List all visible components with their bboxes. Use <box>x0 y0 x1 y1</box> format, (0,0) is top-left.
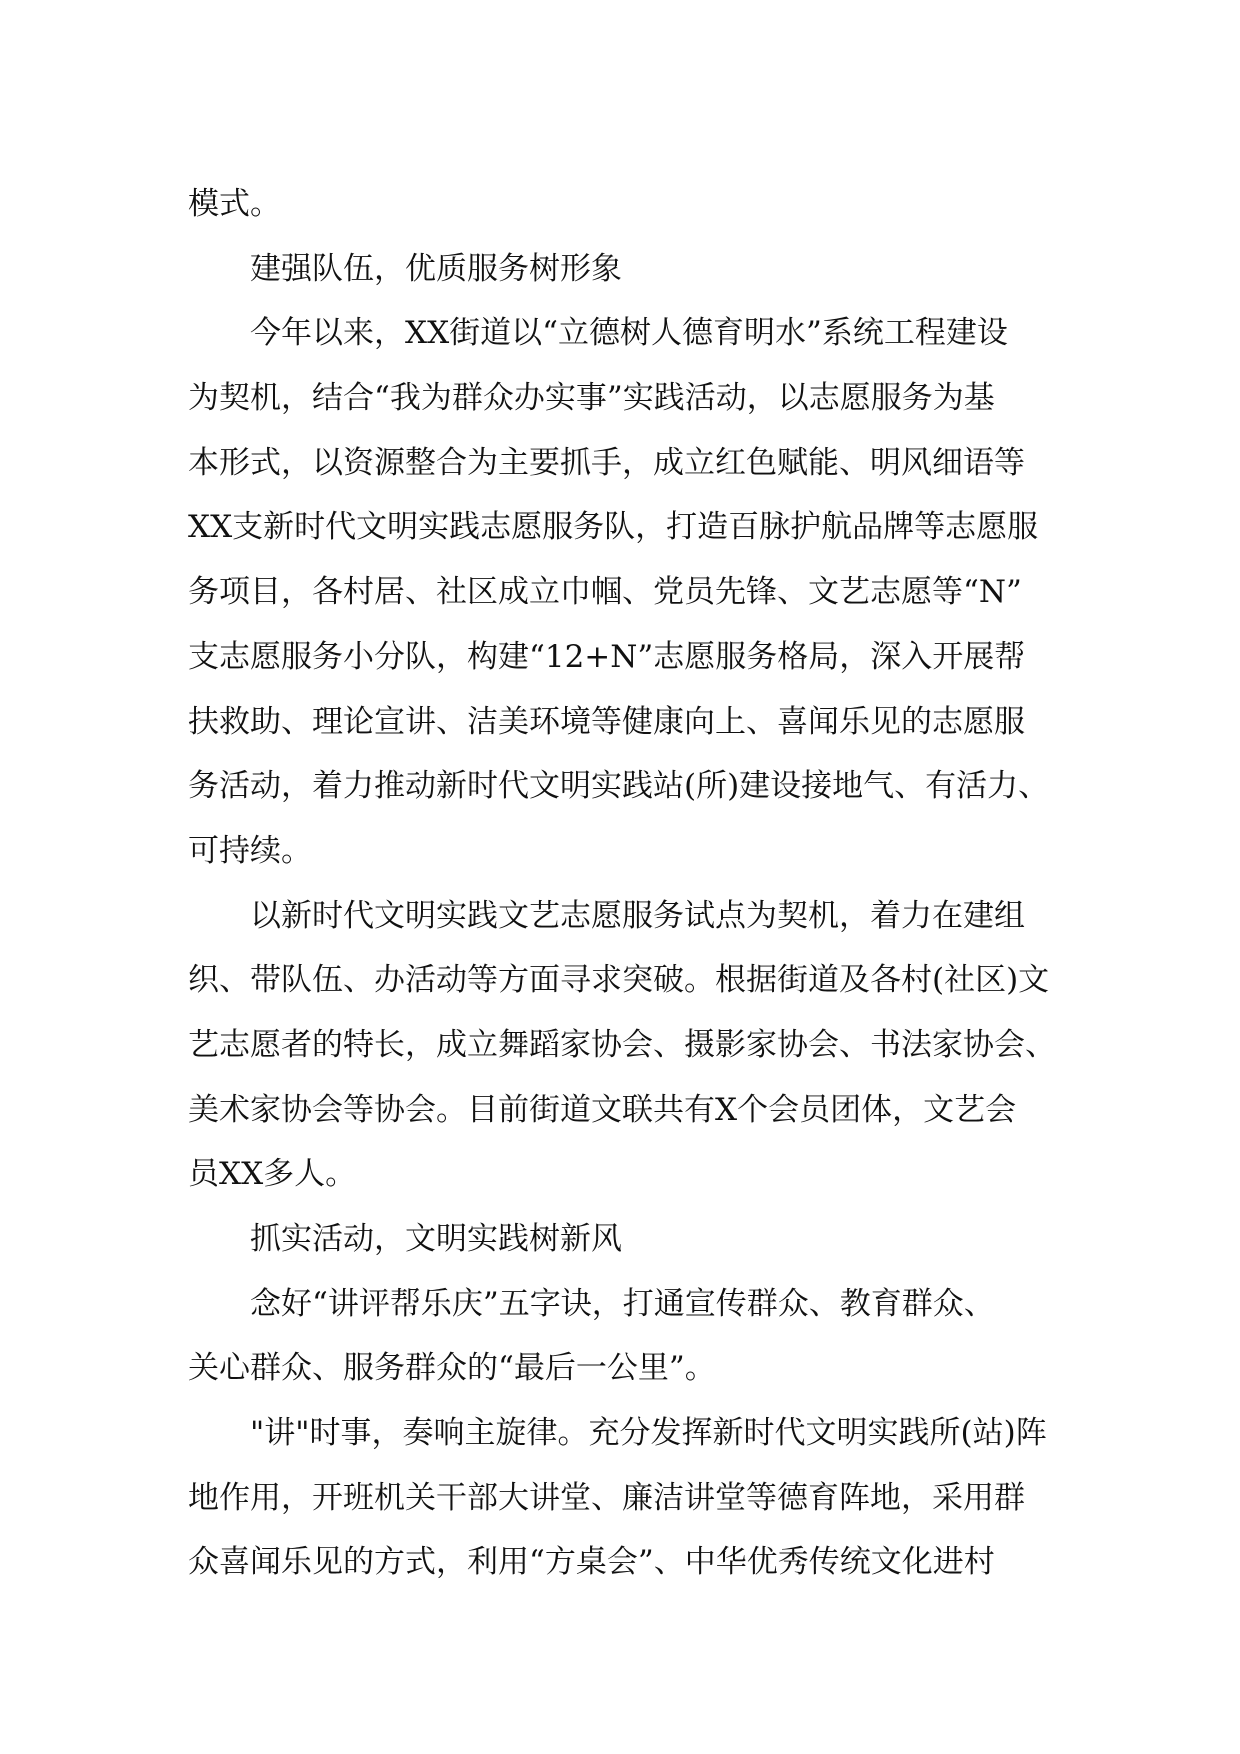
paragraph-line: 扶救助、理论宣讲、洁美环境等健康向上、喜闻乐见的志愿服 <box>188 703 1025 740</box>
paragraph-line: 员XX多人。 <box>188 1156 357 1193</box>
paragraph-first-line: 以新时代文明实践文艺志愿服务试点为契机，着力在建组 <box>250 897 1025 934</box>
paragraph-line: 织、带队伍、办活动等方面寻求突破。根据街道及各村(社区)文 <box>188 962 1050 999</box>
paragraph-first-line: 建强队伍，优质服务树形象 <box>250 250 622 287</box>
paragraph-line: XX支新时代文明实践志愿服务队，打造百脉护航品牌等志愿服 <box>188 509 1039 546</box>
paragraph-line: 本形式，以资源整合为主要抓手，成立红色赋能、明风细语等 <box>188 444 1025 481</box>
paragraph-line: 可持续。 <box>188 832 312 869</box>
paragraph-line: 艺志愿者的特长，成立舞蹈家协会、摄影家协会、书法家协会、 <box>188 1026 1056 1063</box>
paragraph-first-line: "讲"时事，奏响主旋律。充分发挥新时代文明实践所(站)阵 <box>250 1415 1047 1452</box>
paragraph-line: 地作用，开班机关干部大讲堂、廉洁讲堂等德育阵地，采用群 <box>188 1479 1025 1516</box>
paragraph-first-line: 今年以来，XX街道以“立德树人德育明水”系统工程建设 <box>250 315 1008 352</box>
paragraph-line: 关心群众、服务群众的“最后一公里”。 <box>188 1350 716 1387</box>
paragraph-line: 务活动，着力推动新时代文明实践站(所)建设接地气、有活力、 <box>188 768 1050 805</box>
paragraph-line: 支志愿服务小分队，构建“12+N”志愿服务格局，深入开展帮 <box>188 638 1026 675</box>
paragraph-line: 务项目，各村居、社区成立巾帼、党员先锋、文艺志愿等“N” <box>188 574 1022 611</box>
paragraph-line: 众喜闻乐见的方式，利用“方桌会”、中华优秀传统文化进村 <box>188 1544 995 1581</box>
paragraph-line: 美术家协会等协会。目前街道文联共有X个会员团体，文艺会 <box>188 1091 1017 1128</box>
document-body <box>188 172 1068 1595</box>
paragraph-first-line: 抓实活动，文明实践树新风 <box>250 1221 622 1257</box>
paragraph-line: 模式。 <box>188 186 281 222</box>
paragraph-first-line: 念好“讲评帮乐庆”五字诀，打通宣传群众、教育群众、 <box>250 1285 995 1322</box>
paragraph-line: 为契机，结合“我为群众办实事”实践活动，以志愿服务为基 <box>188 380 995 417</box>
